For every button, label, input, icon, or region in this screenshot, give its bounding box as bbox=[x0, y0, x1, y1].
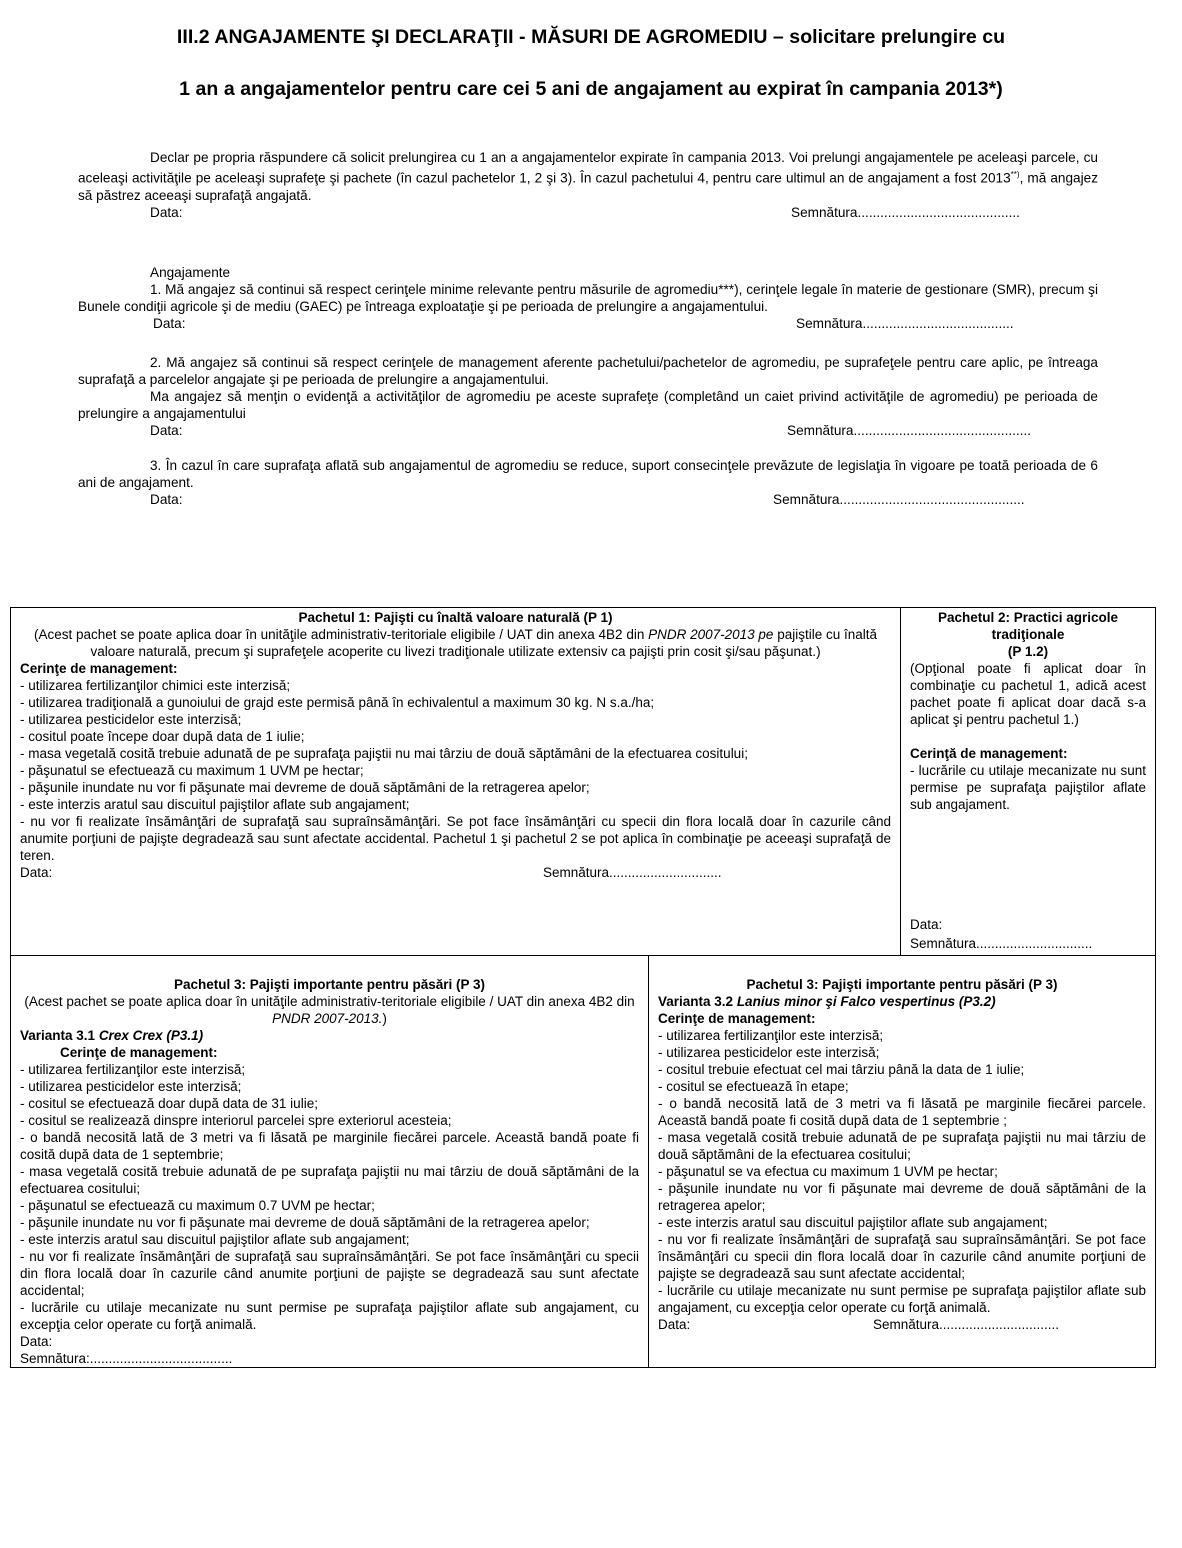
date-label: Data: bbox=[150, 423, 183, 438]
page-title-line-1: III.2 ANGAJAMENTE ŞI DECLARAŢII - MĂSURI DE AGROMEDIU – solicitare prelungire cu bbox=[176, 26, 1006, 48]
package-2-title-line-2: tradiţionale bbox=[991, 627, 1065, 642]
signature-field: Semnătura................................ bbox=[873, 1317, 1060, 1332]
packages-table bbox=[10, 607, 1156, 1368]
requirement-item: - păşunatul se efectuează cu maximum 1 UVM pe hectar; bbox=[20, 763, 364, 778]
package-3-2-variant: Varianta 3.2 Lanius minor şi Falco vespertinus (P3.2) bbox=[658, 994, 996, 1009]
requirement-item: - cositul se efectuează doar după data de 31 iulie; bbox=[20, 1096, 318, 1111]
commitment-1: 1. Mă angajez să continui să respect cerinţele minime relevante pentru măsurile de agromediu***), cerinţele legale în materie de gestionare (SMR), precum şi Bunele condiţii agricole şi de mediu (GAEC) pe întreaga exploataţie şi pe perioada de prelungire a angajamentului. bbox=[78, 282, 1098, 314]
packages-row-1 bbox=[11, 608, 1156, 956]
commitment-2-record: Ma angajez să menţin o evidenţă a activităţilor de agromediu pe aceste suprafeţe (completând un caiet privind activităţile de agromediu) pe perioada de prelungire a angajamentului bbox=[78, 389, 1098, 421]
package-3-2-cell bbox=[649, 956, 1156, 1368]
declaration-text: Declar pe propria răspundere că solicit prelungirea cu 1 an a angajamentelor expirate în campania 2013. Voi prelungi angajamentele pe aceleaşi parcele, cu aceleaşi activităţile pe aceleaşi suprafeţe şi pachete (în cazul pachetelor 1, 2 şi 3). În cazul pachetului 4, pentru care ultimul an de angajament a fost 2013**), mă angajez să păstrez aceeaşi suprafaţă angajată. bbox=[78, 150, 1098, 203]
requirement-item: - nu vor fi realizate însămânţări de suprafaţă sau supraînsămânţări. Se pot face însămânţări cu specii din flora locală doar în cazurile când anumite porţiuni de pajişte degradează sau sunt afectate accidental. Pachetul 1 şi pachetul 2 se pot aplica în combinaţie pe aceeaşi suprafaţă de teren. bbox=[20, 814, 891, 863]
page-title-line-2: 1 an a angajamentelor pentru care cei 5 ani de angajament au expirat în campania 2013*) bbox=[179, 78, 1003, 100]
date-label: Data: bbox=[150, 204, 183, 220]
package-1-requirements-list bbox=[20, 677, 891, 864]
signature-field: Semnătura:...................................... bbox=[20, 1351, 233, 1366]
commitments-heading: Angajamente bbox=[150, 265, 231, 280]
signature-field: Semnătura.............................. bbox=[543, 865, 722, 880]
declaration-signature-line bbox=[78, 204, 1098, 222]
requirement-item: - o bandă necosită lată de 3 metri va fi lăsată pe marginile fiecărei parcele. Această bandă poate fi cosită după data de 1 septembrie; bbox=[20, 1130, 639, 1162]
requirement-item: - este interzis aratul sau discuitul pajiştilor aflate sub angajament; bbox=[20, 797, 410, 812]
packages-row-2 bbox=[11, 956, 1156, 1368]
package-2-requirement: - lucrările cu utilaje mecanizate nu sunt permise pe suprafaţa pajiştilor aflate sub angajament. bbox=[910, 763, 1146, 812]
package-2-description: (Opţional poate fi aplicat doar în combinaţie cu pachetul 1, adică acest pachet poate fi aplicat doar dacă s-a aplicat şi pentru pachetul 1.) bbox=[910, 661, 1146, 727]
requirement-item: - lucrările cu utilaje mecanizate nu sunt permise pe suprafaţa pajiştilor aflate sub angajament, cu excepţia celor operate cu forţă animală. bbox=[20, 1300, 639, 1332]
package-3-1-title: Pachetul 3: Pajişti importante pentru păsări (P 3) bbox=[173, 977, 486, 992]
signature-field: Semnătura............................................... bbox=[787, 423, 1032, 438]
package-1-description: (Acest pachet se poate aplica doar în unităţile administrativ-teritoriale eligibile / UAT din anexa 4B2 din PNDR 2007-2013 pe pajiştile cu înaltă valoare naturală, precum şi suprafeţele acoperite cu livezi tradiţionale utilizate extensiv ca pajişti prin cosit şi/sau păşunat.) bbox=[34, 627, 877, 659]
requirement-item: - cositul se realizează dinspre interiorul parcelei spre exteriorul acesteia; bbox=[20, 1113, 452, 1128]
signature-field: Semnătura........................................... bbox=[791, 204, 1020, 220]
date-label: Data: bbox=[153, 316, 186, 331]
requirement-item: - utilizarea fertilizanţilor chimici este interzisă; bbox=[20, 678, 291, 693]
package-1-title: Pachetul 1: Pajişti cu înaltă valoare naturală (P 1) bbox=[298, 610, 613, 625]
commitment-3-signature-line bbox=[78, 491, 1098, 509]
package-2-requirement-heading: Cerinţă de management: bbox=[910, 746, 1068, 761]
requirement-item: - păşunatul se efectuează cu maximum 0.7 UVM pe hectar; bbox=[20, 1198, 375, 1213]
package-3-1-requirements-list bbox=[20, 1061, 639, 1333]
signature-field: Semnătura........................................ bbox=[796, 316, 1014, 331]
commitment-1-signature-line bbox=[78, 315, 1098, 333]
signature-field: Semnătura............................... bbox=[910, 936, 1093, 951]
package-1-cell bbox=[11, 608, 901, 956]
package-3-1-description: (Acest pachet se poate aplica doar în unităţile administrativ-teritoriale eligibile / UAT din anexa 4B2 din PNDR 2007-2013.) bbox=[24, 994, 635, 1026]
package-3-1-cell bbox=[11, 956, 649, 1368]
requirement-item: - nu vor fi realizate însămânţări de suprafaţă sau supraînsămânţări. Se pot face însămânţări cu specii din flora locală doar în cazurile când anumite porţiuni de pajişte se degradează sau sunt afectate accidental; bbox=[20, 1249, 639, 1298]
declaration-section bbox=[78, 149, 1098, 222]
commitment-2-signature-line bbox=[78, 422, 1098, 440]
package-2-title-line-1: Pachetul 2: Practici agricole bbox=[937, 610, 1119, 625]
commitment-2: 2. Mă angajez să continui să respect cerinţele de management aferente pachetului/pachetelor de agromediu, pe suprafeţele pentru care aplic, pe întreaga suprafaţă a parcelelor angajate şi pe perioada de prelungire a angajamentului. bbox=[78, 355, 1098, 387]
requirement-item: - utilizarea pesticidelor este interzisă; bbox=[20, 712, 242, 727]
requirement-item: - cositul trebuie efectuat cel mai târziu până la data de 1 iulie; bbox=[658, 1062, 1025, 1077]
package-3-1-variant: Varianta 3.1 Crex Crex (P3.1) bbox=[20, 1028, 204, 1043]
requirement-item: - păşunile inundate nu vor fi păşunate mai devreme de două săptămâni de la retragerea apelor; bbox=[658, 1181, 1146, 1213]
date-label: Data: bbox=[910, 917, 943, 932]
requirement-item: - utilizarea tradiţională a gunoiului de grajd este permisă până în echivalentul a maximum 30 kg. N s.a./ha; bbox=[20, 695, 655, 710]
package-3-1-requirements-heading: Cerinţe de management: bbox=[60, 1045, 218, 1060]
package-2-title-line-3: (P 1.2) bbox=[1007, 644, 1049, 659]
package-3-2-signature-line bbox=[658, 1316, 1146, 1333]
requirement-item: - masa vegetală cosită trebuie adunată de pe suprafaţa pajiştii nu mai târziu de două săptămâni de la efectuarea cositului; bbox=[20, 1164, 639, 1196]
requirement-item: - o bandă necosită lată de 3 metri va fi lăsată pe marginile fiecărei parcele. Această bandă poate fi cosită după data de 1 septembrie ; bbox=[658, 1096, 1146, 1128]
requirement-item: - este interzis aratul sau discuitul pajiştilor aflate sub angajament; bbox=[20, 1232, 410, 1247]
package-3-2-requirements-heading: Cerinţe de management: bbox=[658, 1011, 816, 1026]
footnote-mark: **) bbox=[1010, 170, 1020, 179]
package-3-2-title: Pachetul 3: Pajişti importante pentru păsări (P 3) bbox=[746, 977, 1058, 992]
requirement-item: - păşunile inundate nu vor fi păşunate mai devreme de două săptămâni de la retragerea apelor; bbox=[20, 1215, 590, 1230]
requirement-item: - nu vor fi realizate însămânţări de suprafaţă sau supraînsămânţări. Se pot face însămânţări cu specii din flora locală doar în cazurile când anumite porţiuni de pajişte se degradează sau sunt afectate accidental; bbox=[658, 1232, 1146, 1281]
date-label: Data: bbox=[20, 865, 53, 880]
requirement-item: - lucrările cu utilaje mecanizate nu sunt permise pe suprafaţa pajiştilor aflate sub angajament, cu excepţia celor operate cu forţă animală. bbox=[658, 1283, 1146, 1315]
date-label: Data: bbox=[150, 492, 183, 507]
requirement-item: - utilizarea fertilizanţilor este interzisă; bbox=[20, 1062, 246, 1077]
requirement-item: - utilizarea pesticidelor este interzisă; bbox=[658, 1045, 880, 1060]
requirement-item: - cositul se efectuează în etape; bbox=[658, 1079, 849, 1094]
date-label: Data: bbox=[658, 1317, 691, 1332]
requirement-item: - utilizarea pesticidelor este interzisă; bbox=[20, 1079, 242, 1094]
package-1-requirements-heading: Cerinţe de management: bbox=[20, 661, 178, 676]
package-3-2-requirements-list bbox=[658, 1027, 1146, 1316]
requirement-item: - utilizarea fertilizanţilor este interzisă; bbox=[658, 1028, 884, 1043]
package-1-signature-line bbox=[20, 864, 891, 881]
requirement-item: - păşunatul se va efectua cu maximum 1 UVM pe hectar; bbox=[658, 1164, 998, 1179]
signature-field: Semnătura................................................. bbox=[773, 492, 1025, 507]
date-label: Data: bbox=[20, 1334, 53, 1349]
commitment-3: 3. În cazul în care suprafaţa aflată sub angajamentul de agromediu se reduce, suport consecinţele prevăzute de legislaţia în vigoare pe toată perioada de 6 ani de angajament. bbox=[78, 458, 1098, 490]
requirement-item: - masa vegetală cosită trebuie adunată de pe suprafaţa pajiştii nu mai târziu de două săptămâni de la efectuarea cositului; bbox=[20, 746, 748, 761]
package-2-cell bbox=[901, 608, 1156, 956]
requirement-item: - masa vegetală cosită trebuie adunată de pe suprafaţa pajiştii nu mai târziu de două săptămâni de la efectuarea cositului; bbox=[658, 1130, 1146, 1162]
requirement-item: - cositul poate începe doar după data de 1 iulie; bbox=[20, 729, 305, 744]
requirement-item: - păşunile inundate nu vor fi păşunate mai devreme de două săptămâni de la retragerea apelor; bbox=[20, 780, 590, 795]
commitments-section bbox=[78, 264, 1098, 509]
requirement-item: - este interzis aratul sau discuitul pajiştilor aflate sub angajament; bbox=[658, 1215, 1048, 1230]
